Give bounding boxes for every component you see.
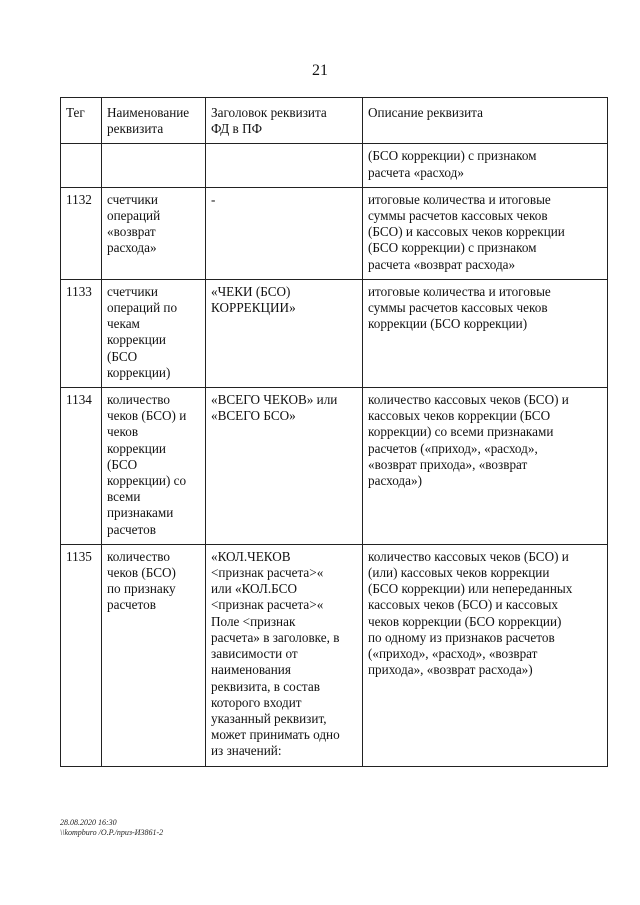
table-row bbox=[61, 144, 608, 187]
footer-file-path: \\kompburo /О.Р./приз-И3861-2 bbox=[60, 828, 164, 837]
header-tag: Тег bbox=[61, 98, 102, 144]
cell-title: «ЧЕКИ (БСО) КОРРЕКЦИИ» bbox=[206, 279, 363, 387]
header-title: Заголовок реквизита ФД в ПФ bbox=[206, 98, 363, 144]
cell-tag: 1134 bbox=[61, 388, 102, 545]
table-row bbox=[61, 279, 608, 387]
table-row bbox=[61, 187, 608, 279]
cell-name: количество чеков (БСО) и чеков коррекции (БСО коррекции) со всеми признаками расчетов bbox=[102, 388, 206, 545]
cell-title: - bbox=[206, 187, 363, 279]
document-footer bbox=[60, 818, 163, 838]
cell-name: количество чеков (БСО) по признаку расчетов bbox=[102, 544, 206, 766]
cell-title bbox=[206, 144, 363, 187]
footer-timestamp: 28.08.2020 16:30 bbox=[60, 818, 117, 827]
page-number: 21 bbox=[312, 62, 328, 79]
cell-title: «ВСЕГО ЧЕКОВ» или «ВСЕГО БСО» bbox=[206, 388, 363, 545]
cell-tag: 1135 bbox=[61, 544, 102, 766]
cell-name: счетчики операций «возврат расхода» bbox=[102, 187, 206, 279]
cell-tag: 1132 bbox=[61, 187, 102, 279]
cell-tag bbox=[61, 144, 102, 187]
cell-description: (БСО коррекции) с признаком расчета «расход» bbox=[363, 144, 608, 187]
cell-name: счетчики операций по чекам коррекции (БСО коррекции) bbox=[102, 279, 206, 387]
cell-description: количество кассовых чеков (БСО) и кассовых чеков коррекции (БСО коррекции) со всеми признаками расчетов («приход», «расход», «возврат прихода», «возврат расхода») bbox=[363, 388, 608, 545]
cell-title: «КОЛ.ЧЕКОВ <признак расчета>« или «КОЛ.БСО <признак расчета>« Поле <признак расчета» в заголовке, в зависимости от наименования реквизита, в состав которого входит указанный реквизит, может принимать одно из значений: bbox=[206, 544, 363, 766]
requisites-table bbox=[60, 97, 608, 767]
table-row bbox=[61, 544, 608, 766]
table-row bbox=[61, 388, 608, 545]
cell-name bbox=[102, 144, 206, 187]
header-name: Наименование реквизита bbox=[102, 98, 206, 144]
table-header-row bbox=[61, 98, 608, 144]
header-description: Описание реквизита bbox=[363, 98, 608, 144]
cell-tag: 1133 bbox=[61, 279, 102, 387]
cell-description: итоговые количества и итоговые суммы расчетов кассовых чеков (БСО) и кассовых чеков коррекции (БСО коррекции) с признаком расчета «возврат расхода» bbox=[363, 187, 608, 279]
cell-description: количество кассовых чеков (БСО) и (или) кассовых чеков коррекции (БСО коррекции) или непереданных кассовых чеков (БСО) и кассовых чеков коррекции (БСО коррекции) по одному из признаков расчетов («приход», «расход», «возврат прихода», «возврат расхода») bbox=[363, 544, 608, 766]
cell-description: итоговые количества и итоговые суммы расчетов кассовых чеков коррекции (БСО коррекции) bbox=[363, 279, 608, 387]
